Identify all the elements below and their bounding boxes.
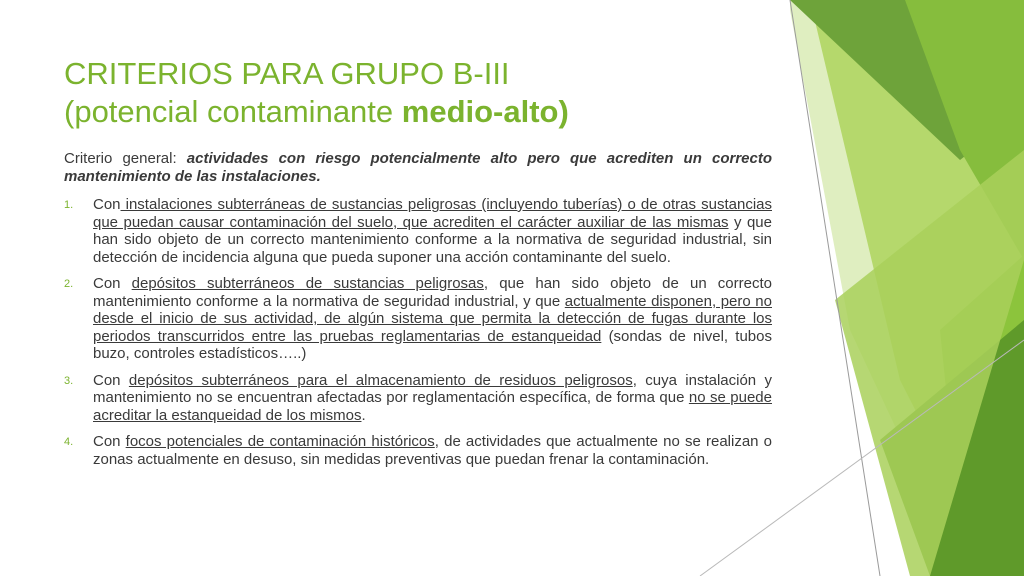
item-text: . (361, 406, 366, 424)
item-text: Con (93, 275, 132, 292)
criteria-list (64, 196, 772, 468)
slide-content (64, 150, 772, 477)
list-number: 2. (64, 278, 74, 290)
list-number: 4. (64, 436, 74, 448)
item-text: , que han sido objeto de un correcto mantenimiento conforme a la normativa de seguridad industrial, y que (93, 275, 772, 310)
item-text: , cuya instalación y mantenimiento no se encuentran afectadas por reglamentación específica, de forma que (93, 371, 773, 406)
list-item (64, 196, 772, 266)
item-underlined-text: no se puede acreditar la estanqueidad de los mismos (93, 389, 772, 424)
list-item (64, 372, 772, 425)
item-text: (sondas de nivel, tubos buzo, controles estadísticos…..) (93, 327, 772, 362)
item-text: Con (93, 433, 126, 450)
title-line-2-bold: medio-alto) (401, 94, 569, 129)
list-item (64, 275, 772, 363)
item-text: y que han sido objeto de un correcto mantenimiento conforme a la normativa de seguridad industrial, sin detección de incidencia alguna que pueda suponer una acción contaminante del suelo. (93, 213, 772, 266)
item-underlined-text: depósitos subterráneos de sustancias peligrosas (131, 275, 484, 292)
item-text: Con (93, 371, 129, 389)
list-number: 3. (64, 374, 74, 387)
item-text: , de actividades que actualmente no se realizan o zonas actualmente en desuso, sin medidas preventivas que puedan frenar la contaminación. (93, 433, 773, 468)
item-underlined-text: focos potenciales de contaminación históricos (125, 433, 435, 450)
item-underlined-text: actualmente disponen, pero no desde el inicio de sus actividad, de algún sistema que permita la detección de fugas durante los periodos transcurridos entre las pruebas reglamentarias de estanqueidad (93, 292, 772, 345)
list-number: 1. (64, 199, 74, 211)
title-line-2 (64, 93, 764, 131)
general-criterion (64, 150, 772, 185)
item-underlined-text: instalaciones subterráneas de sustancias peligrosas (incluyendo tuberías) o de otras sustancias que puedan causar contaminación del suelo, que acrediten el carácter auxiliar de las mismas (93, 196, 772, 231)
item-text: Con (93, 196, 121, 213)
general-label: Criterio general: (64, 150, 187, 167)
general-text: actividades con riesgo potencialmente alto pero que acrediten un correcto mantenimiento de las instalaciones. (64, 150, 772, 185)
title-line-2-prefix: (potencial contaminante (64, 94, 402, 129)
title-line-1: CRITERIOS PARA GRUPO B-III (64, 56, 510, 91)
slide-title (64, 55, 764, 131)
list-item (64, 433, 772, 468)
item-underlined-text: depósitos subterráneos para el almacenamiento de residuos peligrosos (128, 371, 633, 389)
